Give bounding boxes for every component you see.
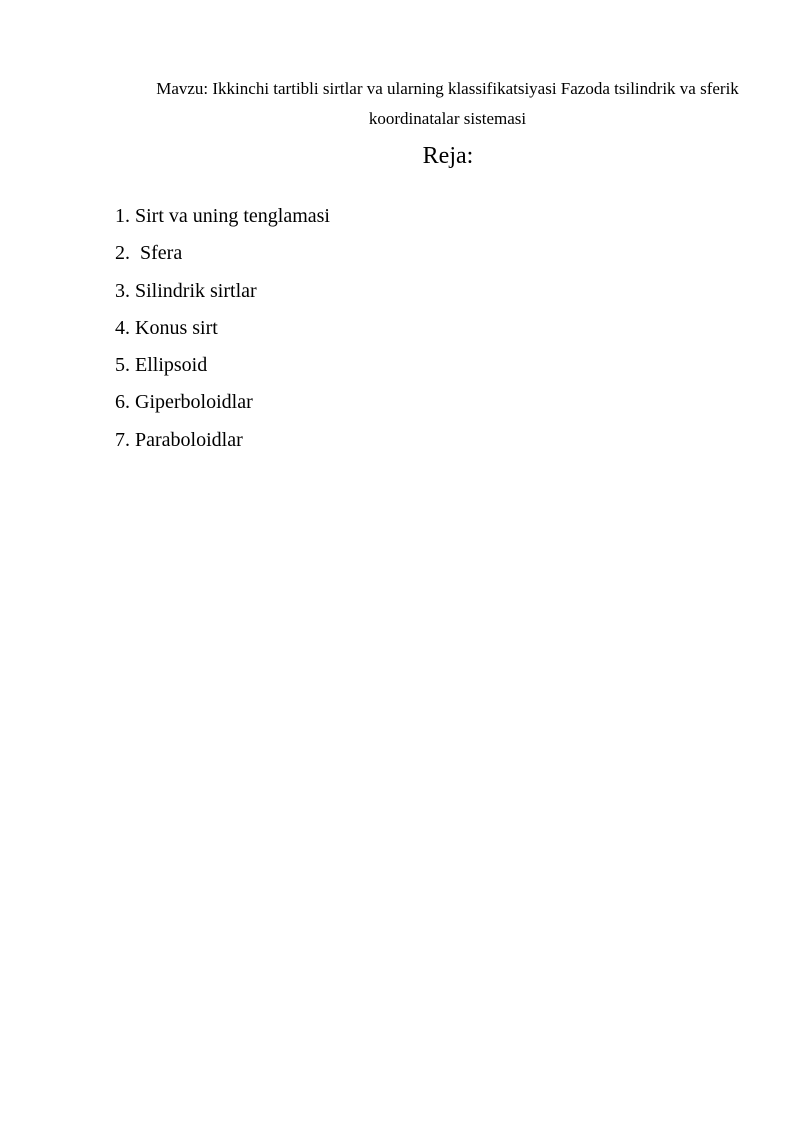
plan-item: 1. Sirt va uning tenglamasi [115, 205, 330, 227]
plan-item: 4. Konus sirt [115, 316, 218, 339]
plan-list [115, 198, 330, 459]
plan-item: 3. Silindrik sirtlar [115, 279, 257, 302]
plan-item: 6. Giperboloidlar [115, 391, 253, 414]
plan-item: 7. Paraboloidlar [115, 428, 243, 451]
plan-item: 5. Ellipsoid [115, 354, 208, 377]
plan-item: 2. Sfera [115, 242, 183, 265]
topic-title: Mavzu: Ikkinchi tartibli sirtlar va ularning klassifikatsiyasi Fazoda tsilindrik va sferik koordinatalar sistemasi [156, 79, 739, 128]
plan-heading: Reja: [422, 143, 474, 169]
